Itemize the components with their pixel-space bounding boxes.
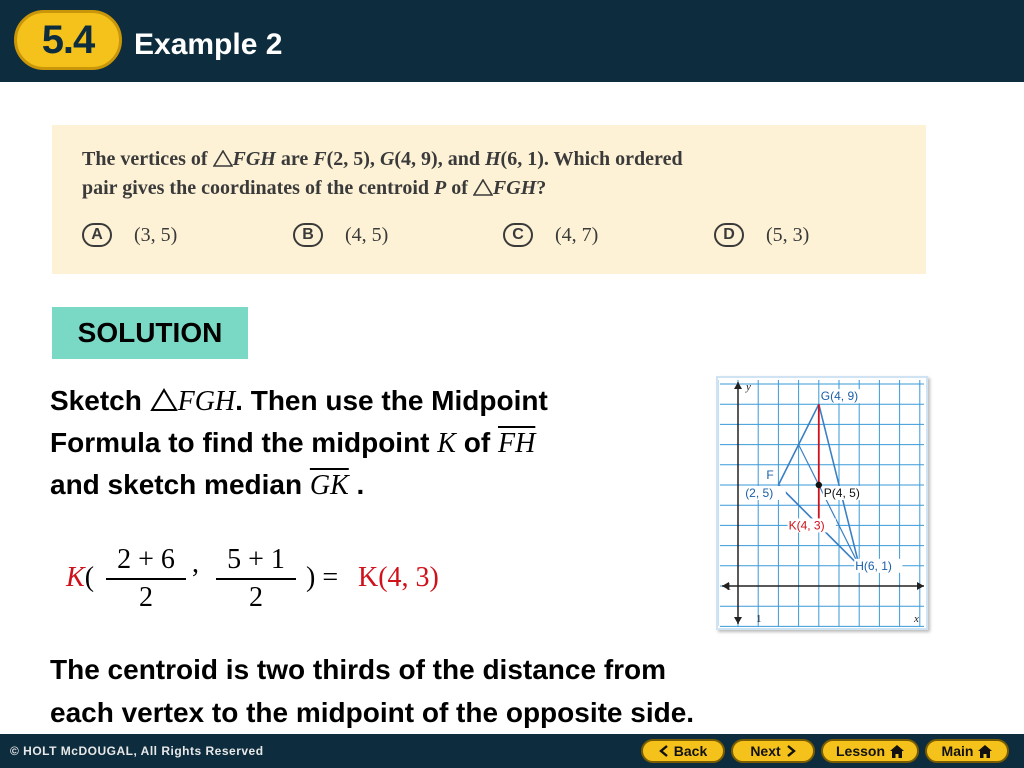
solution-instructions bbox=[50, 380, 690, 506]
triangle-name: FGH bbox=[232, 148, 276, 170]
home-icon bbox=[890, 745, 904, 758]
choice-letter-a: A bbox=[82, 223, 112, 247]
conclusion-text bbox=[50, 648, 930, 734]
x-axis-arrow bbox=[917, 582, 924, 590]
label-h: H(6, 1) bbox=[855, 558, 892, 573]
segment-gk: $\overline{GK}$ bbox=[309, 470, 349, 501]
y-axis-arrow bbox=[734, 617, 742, 624]
lesson-button-label: Lesson bbox=[835, 743, 885, 759]
main-button[interactable] bbox=[925, 739, 1009, 763]
triangle-icon bbox=[213, 150, 233, 167]
section-badge bbox=[14, 10, 122, 70]
problem-text-segment: of bbox=[446, 177, 473, 199]
label-k: K(4, 3) bbox=[788, 518, 825, 533]
vertex-f-label: F bbox=[313, 148, 327, 170]
choice-value-a: (3, 5) bbox=[134, 223, 178, 246]
choice-value-d: (5, 3) bbox=[766, 223, 810, 246]
formula-k-open: K( bbox=[66, 562, 95, 593]
chevron-left-icon bbox=[659, 745, 669, 757]
instruction-text: . Then use the Midpoint bbox=[235, 385, 548, 416]
choice-a[interactable] bbox=[82, 223, 177, 247]
problem-text-segment: The vertices of bbox=[82, 148, 213, 170]
back-button-label: Back bbox=[673, 743, 708, 759]
y-tick-label: 1 bbox=[726, 581, 732, 593]
lesson-button[interactable] bbox=[821, 739, 919, 763]
fraction-x-denominator: 2 bbox=[139, 582, 153, 613]
back-button[interactable] bbox=[641, 739, 725, 763]
header-bar bbox=[0, 0, 1024, 82]
home-icon bbox=[978, 745, 992, 758]
problem-text-segment: pair gives the coordinates of the centroid bbox=[82, 177, 435, 199]
instruction-text: and sketch median bbox=[50, 469, 310, 500]
x-axis-label: x bbox=[914, 613, 919, 625]
formula-comma: , bbox=[192, 548, 199, 579]
y-axis-arrow bbox=[734, 382, 742, 389]
label-p: P(4, 5) bbox=[823, 486, 860, 500]
instruction-text: Sketch bbox=[50, 385, 150, 416]
centroid-point bbox=[816, 482, 822, 488]
vertex-h-label: H bbox=[484, 148, 501, 170]
triangle-name: FGH bbox=[177, 386, 236, 417]
choice-value-c: (4, 7) bbox=[555, 223, 599, 246]
main-button-label: Main bbox=[941, 743, 974, 759]
fraction-x bbox=[106, 544, 186, 614]
conclusion-line: The centroid is two thirds of the distance from bbox=[50, 654, 667, 685]
triangle-icon bbox=[473, 179, 493, 196]
choice-letter-c: C bbox=[503, 223, 533, 247]
choice-value-b: (4, 5) bbox=[345, 223, 389, 246]
label-f-coords: (2, 5) bbox=[745, 486, 774, 500]
x-tick-label: 1 bbox=[756, 613, 762, 625]
fraction-bar bbox=[106, 578, 186, 580]
midpoint-formula bbox=[66, 540, 486, 620]
solution-label: SOLUTION bbox=[52, 307, 248, 359]
vertex-f-coords: (2, 5), bbox=[326, 148, 380, 170]
segment-fh: $\overline{FH}$ bbox=[497, 428, 536, 459]
section-number: 5.4 bbox=[41, 17, 95, 62]
fraction-y bbox=[216, 544, 296, 614]
problem-text-segment: are bbox=[275, 148, 314, 170]
midpoint-label: K bbox=[437, 428, 456, 459]
problem-statement bbox=[82, 145, 912, 203]
vertex-h-coords: (6, 1). Which ordered bbox=[500, 148, 683, 170]
formula-equals: ) = bbox=[306, 562, 339, 593]
triangle-graph bbox=[716, 376, 928, 630]
triangle-name: FGH bbox=[492, 177, 537, 199]
answer-choices bbox=[82, 223, 912, 251]
fraction-x-numerator: 2 + 6 bbox=[117, 544, 175, 575]
y-axis-label: y bbox=[746, 381, 751, 393]
conclusion-line: each vertex to the midpoint of the opposite side. bbox=[50, 697, 695, 728]
grid-lines bbox=[718, 380, 924, 626]
coordinate-grid bbox=[718, 378, 926, 628]
problem-text-segment: ? bbox=[536, 177, 547, 199]
choice-b[interactable] bbox=[293, 223, 388, 247]
choice-letter-d: D bbox=[714, 223, 744, 247]
instruction-text: of bbox=[455, 427, 498, 458]
label-g: G(4, 9) bbox=[820, 389, 859, 404]
instruction-text: Formula to find the midpoint bbox=[50, 427, 438, 458]
vertex-g-label: G bbox=[379, 148, 395, 170]
centroid-label: P bbox=[434, 177, 447, 199]
instruction-text: . bbox=[348, 469, 365, 500]
choice-letter-b: B bbox=[293, 223, 323, 247]
next-button[interactable] bbox=[731, 739, 815, 763]
copyright-text: © HOLT McDOUGAL, All Rights Reserved bbox=[10, 744, 264, 758]
page-title: Example 2 bbox=[134, 28, 283, 61]
footer-bar bbox=[0, 734, 1024, 768]
next-button-label: Next bbox=[750, 743, 781, 759]
label-f-letter: F bbox=[766, 468, 774, 482]
vertex-g-coords: (4, 9), and bbox=[394, 148, 485, 170]
fraction-y-denominator: 2 bbox=[249, 582, 263, 613]
fraction-y-numerator: 5 + 1 bbox=[227, 544, 285, 575]
formula-result: K(4, 3) bbox=[358, 562, 439, 593]
choice-d[interactable] bbox=[714, 223, 809, 247]
fraction-bar bbox=[216, 578, 296, 580]
choice-c[interactable] bbox=[503, 223, 598, 247]
chevron-right-icon bbox=[786, 745, 796, 757]
triangle-icon bbox=[150, 388, 178, 412]
problem-box bbox=[52, 125, 926, 274]
